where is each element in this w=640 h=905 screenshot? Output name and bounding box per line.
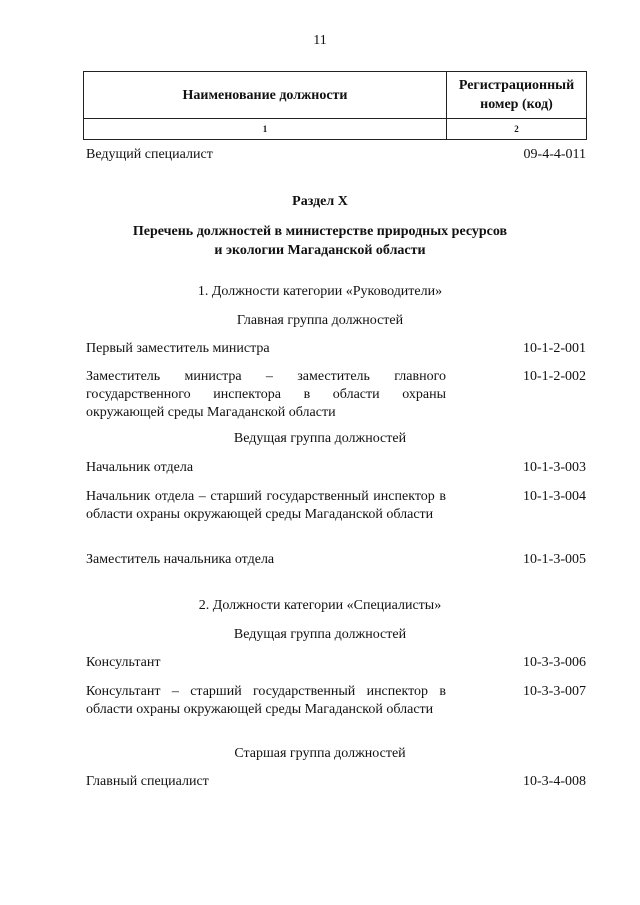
category-title: 2. Должности категории «Специалисты» xyxy=(198,598,442,613)
position-code: 10-3-4-008 xyxy=(523,774,586,789)
position-name: Первый заместитель министра xyxy=(86,341,270,356)
position-code: 10-1-2-001 xyxy=(523,341,586,356)
category-title: 1. Должности категории «Руководители» xyxy=(197,284,443,299)
group-title: Старшая группа должностей xyxy=(234,746,406,761)
group-title: Главная группа должностей xyxy=(236,313,404,328)
col2-header-line1: Регистрационный xyxy=(458,78,575,93)
col2-header xyxy=(447,72,587,119)
position-code: 10-3-3-006 xyxy=(523,655,586,670)
position-name: Консультант xyxy=(86,655,161,670)
group-title: Ведущая группа должностей xyxy=(233,627,407,642)
position-name: Ведущий специалист xyxy=(86,147,213,162)
position-name: Заместитель министра – заместитель главного государственного инспектора в области охраны окружающей среды Магаданской области xyxy=(86,369,446,420)
position-code: 10-1-2-002 xyxy=(523,369,586,384)
position-name: Главный специалист xyxy=(86,774,209,789)
position-code: 10-3-3-007 xyxy=(523,684,586,699)
page-number: 11 xyxy=(313,33,327,48)
position-code: 10-1-3-003 xyxy=(523,460,586,475)
group-title: Ведущая группа должностей xyxy=(233,431,407,446)
col1-index: 1 xyxy=(84,119,447,140)
col2-header-line2: номер (код) xyxy=(480,97,553,112)
position-code: 10-1-3-004 xyxy=(523,489,586,504)
position-name: Начальник отдела – старший государственный инспектор в области охраны окружающей среды Магаданской области xyxy=(86,489,446,522)
position-code: 09-4-4-011 xyxy=(523,147,586,162)
position-code: 10-1-3-005 xyxy=(523,552,586,567)
col2-index: 2 xyxy=(447,119,587,140)
position-name: Заместитель начальника отдела xyxy=(86,552,275,567)
position-name: Консультант – старший государственный инспектор в области охраны окружающей среды Магаданской области xyxy=(86,684,446,717)
col1-header: Наименование должности xyxy=(84,72,447,119)
position-name: Начальник отдела xyxy=(86,460,194,475)
section-title: Раздел X xyxy=(292,194,348,209)
section-subtitle-line1: Перечень должностей в министерстве природных ресурсов xyxy=(132,224,508,239)
header-table xyxy=(83,71,587,140)
section-subtitle-line2: и экологии Магаданской области xyxy=(214,243,426,258)
